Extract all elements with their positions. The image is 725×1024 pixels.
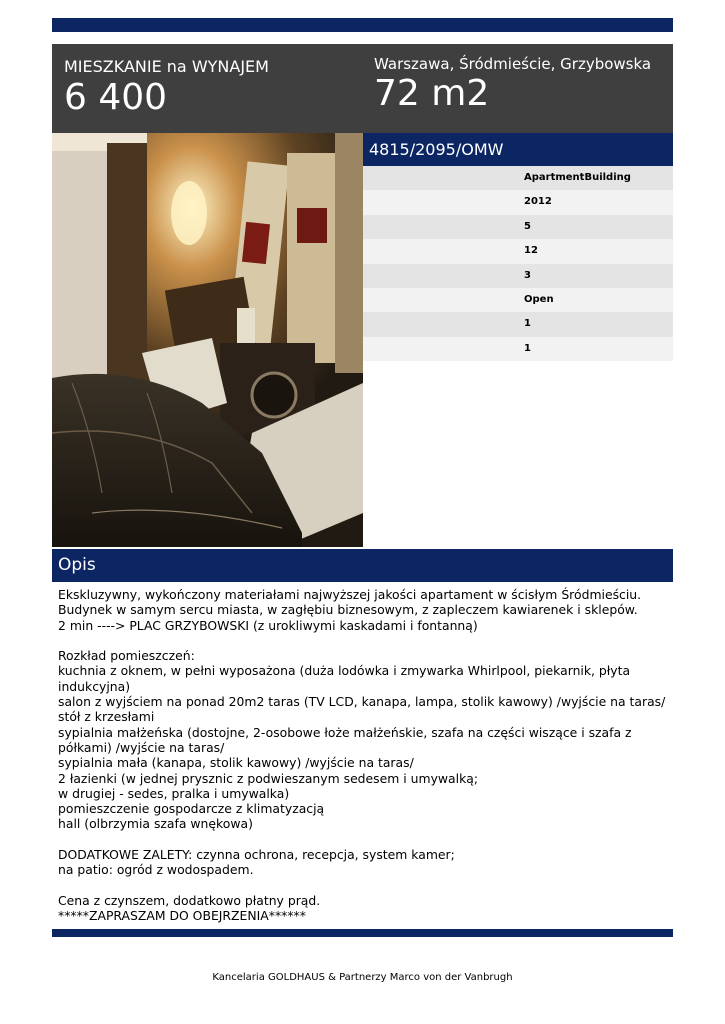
description-line: na patio: ogród z wodospadem. xyxy=(58,862,254,878)
description-line: hall (olbrzymia szafa wnękowa) xyxy=(58,816,253,832)
description-line: *****ZAPRASZAM DO OBEJRZENIA****** xyxy=(58,908,306,924)
property-parking: 1 xyxy=(363,337,673,361)
bottom-accent-bar xyxy=(52,929,673,937)
property-kitchen-type: Open xyxy=(363,288,673,312)
property-bathrooms: 1 xyxy=(363,312,673,336)
description-line: Ekskluzywny, wykończony materiałami najwyższej jakości apartament w ścisłym Śródmieściu. xyxy=(58,587,642,602)
description-line: indukcyjna) xyxy=(58,678,131,694)
description-line: sypialnia mała (kanapa, stolik kawowy) /wyjście na taras/ xyxy=(58,755,414,771)
property-total-floors: 12 xyxy=(363,239,673,263)
description-line: pomieszczenie gospodarcze z klimatyzacją xyxy=(58,801,325,817)
description-line: 2 łazienki (w jednej prysznic z podwieszanym sedesem i umywalką; xyxy=(58,770,479,786)
property-year-built: 2012 xyxy=(363,190,673,214)
apartment-photo xyxy=(52,133,363,547)
description-line: Budynek w samym sercu miasta, w zagłębiu biznesowym, z zapleczem kawiarenek i sklepów. xyxy=(58,602,638,618)
footer-agency: Kancelaria GOLDHAUS & Partnerzy Marco von der Vanbrugh xyxy=(212,972,513,983)
description-line xyxy=(58,633,670,648)
description-line: półkami) /wyjście na taras/ xyxy=(58,739,225,755)
listing-header xyxy=(52,44,673,133)
description-line: DODATKOWE ZALETY: czynna ochrona, recepcja, system kamer; xyxy=(58,847,455,863)
description-line: 2 min ----> PLAC GRZYBOWSKI (z urokliwymi kaskadami i fontanną) xyxy=(58,617,478,633)
property-rooms: 3 xyxy=(363,264,673,288)
description-line: w drugiej - sedes, pralka i umywalka) xyxy=(58,785,290,801)
description-line: kuchnia z oknem, w pełni wyposażona (duża lodówka i zmywarka Whirlpool, piekarnik, płyta xyxy=(58,663,631,679)
listing-location: Warszawa, Śródmieście, Grzybowska xyxy=(374,55,652,73)
listing-type: MIESZKANIE na WYNAJEM xyxy=(64,57,269,76)
listing-price: 6 400 xyxy=(64,77,168,118)
top-accent-bar xyxy=(52,18,673,32)
description-line xyxy=(58,832,670,847)
description-line xyxy=(58,878,670,893)
description-line: Cena z czynszem, dodatkowo płatny prąd. xyxy=(58,892,321,908)
listing-reference: 4815/2095/OMW xyxy=(363,133,673,166)
property-floor: 5 xyxy=(363,215,673,239)
section-title: Opis xyxy=(52,549,673,582)
property-list xyxy=(363,166,673,361)
description-line: salon z wyjściem na ponad 20m2 taras (TV LCD, kanapa, lampa, stolik kawowy) /wyjście na taras/ xyxy=(58,694,666,710)
listing-area: 72 m2 xyxy=(374,73,490,114)
description-text xyxy=(58,587,670,924)
description-line: Rozkład pomieszczeń: xyxy=(58,648,195,664)
description-line: sypialnia małżeńska (dostojne, 2-osobowe łoże małżeńskie, szafa na części wiszące i szafa z xyxy=(58,724,632,740)
property-building-type: ApartmentBuilding xyxy=(363,166,673,190)
description-line: stół z krzesłami xyxy=(58,709,155,725)
